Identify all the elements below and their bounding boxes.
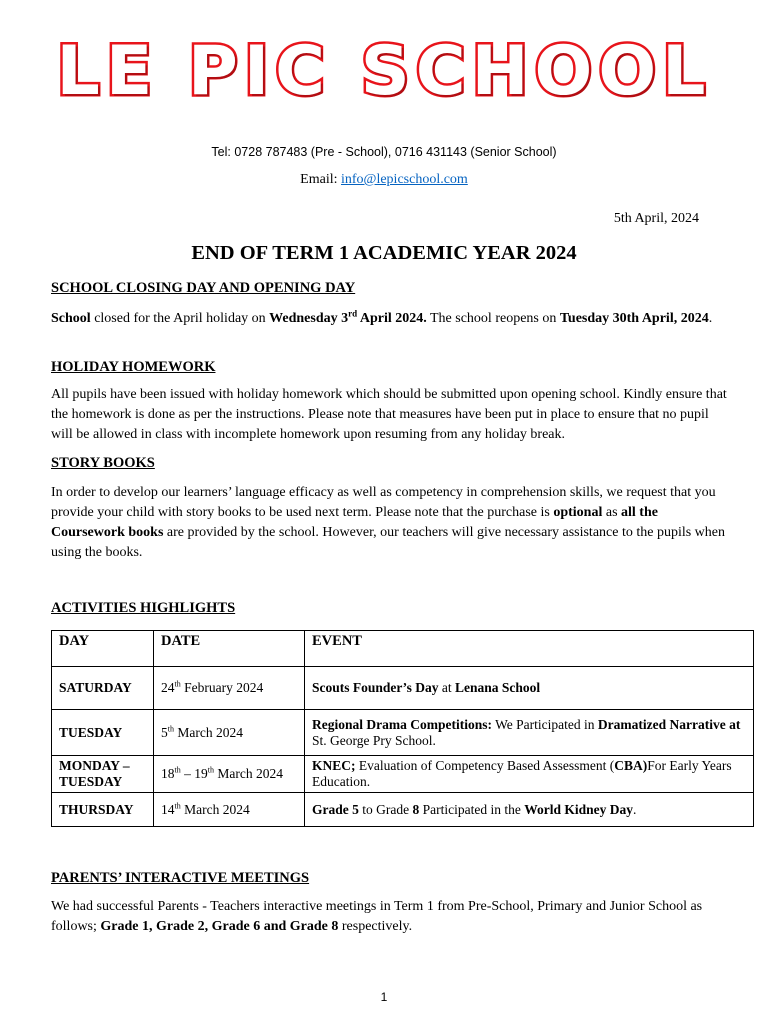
page-title: END OF TERM 1 ACADEMIC YEAR 2024 bbox=[191, 242, 577, 264]
day-cell: SATURDAY bbox=[52, 667, 154, 710]
day-cell: TUESDAY bbox=[52, 710, 154, 756]
table-row bbox=[52, 793, 754, 827]
activities-table bbox=[51, 630, 754, 827]
day-cell: MONDAY – TUESDAY bbox=[52, 756, 154, 793]
table-row bbox=[52, 667, 754, 710]
table-row bbox=[52, 710, 754, 756]
event-cell: Scouts Founder’s Day at Lenana School bbox=[305, 667, 754, 710]
date-cell: 5th March 2024 bbox=[154, 710, 305, 756]
column-header-day: DAY bbox=[52, 631, 154, 667]
page-number: 1 bbox=[380, 990, 388, 1004]
date-cell: 14th March 2024 bbox=[154, 793, 305, 827]
story-books-heading: STORY BOOKS bbox=[51, 455, 155, 471]
email-line bbox=[0, 172, 768, 188]
meetings-heading: PARENTS’ INTERACTIVE MEETINGS bbox=[51, 870, 310, 886]
event-cell: Grade 5 to Grade 8 Participated in the World Kidney Day. bbox=[305, 793, 754, 827]
telephone-line: Tel: 0728 787483 (Pre - School), 0716 431143 (Senior School) bbox=[211, 145, 557, 159]
story-books-paragraph: In order to develop our learners’ language efficacy as well as competency in comprehension skills, we request that you provide your child with story books to be used next term. Please note that the purchase is optional as all the Coursework books are provided by the school. However, our teachers will give necessary assistance to the pupils when using the books. bbox=[51, 485, 726, 560]
date-cell: 24th February 2024 bbox=[154, 667, 305, 710]
closing-heading: SCHOOL CLOSING DAY AND OPENING DAY bbox=[51, 280, 356, 296]
event-cell: Regional Drama Competitions: We Participated in Dramatized Narrative at St. George Pry School. bbox=[305, 710, 754, 756]
letter-date: 5th April, 2024 bbox=[613, 211, 699, 226]
email-label: Email: bbox=[300, 172, 341, 187]
school-logo: LE PIC SCHOOL bbox=[56, 32, 712, 111]
column-header-date: DATE bbox=[154, 631, 305, 667]
column-header-event: EVENT bbox=[305, 631, 754, 667]
email-link[interactable]: info@lepicschool.com bbox=[341, 172, 468, 187]
day-cell: THURSDAY bbox=[52, 793, 154, 827]
table-header-row bbox=[52, 631, 754, 667]
table-row bbox=[52, 756, 754, 793]
date-cell: 18th – 19th March 2024 bbox=[154, 756, 305, 793]
homework-heading: HOLIDAY HOMEWORK bbox=[51, 359, 216, 375]
event-cell: KNEC; Evaluation of Competency Based Assessment (CBA)For Early Years Education. bbox=[305, 756, 754, 793]
activities-heading: ACTIVITIES HIGHLIGHTS bbox=[51, 600, 236, 616]
meetings-paragraph: We had successful Parents - Teachers interactive meetings in Term 1 from Pre-School, Primary and Junior School as follows; Grade 1, Grade 2, Grade 6 and Grade 8 respectively. bbox=[51, 899, 703, 934]
closing-paragraph: School closed for the April holiday on Wednesday 3rd April 2024. The school reopens on Tuesday 30th April, 2024. bbox=[51, 308, 713, 326]
homework-paragraph: All pupils have been issued with holiday homework which should be submitted upon opening school. Kindly ensure that the homework is done as per the instructions. Please note that measures have been put in place to ensure that no pupil will be allowed in class with incomplete homework upon resuming from any holiday break. bbox=[51, 387, 727, 442]
